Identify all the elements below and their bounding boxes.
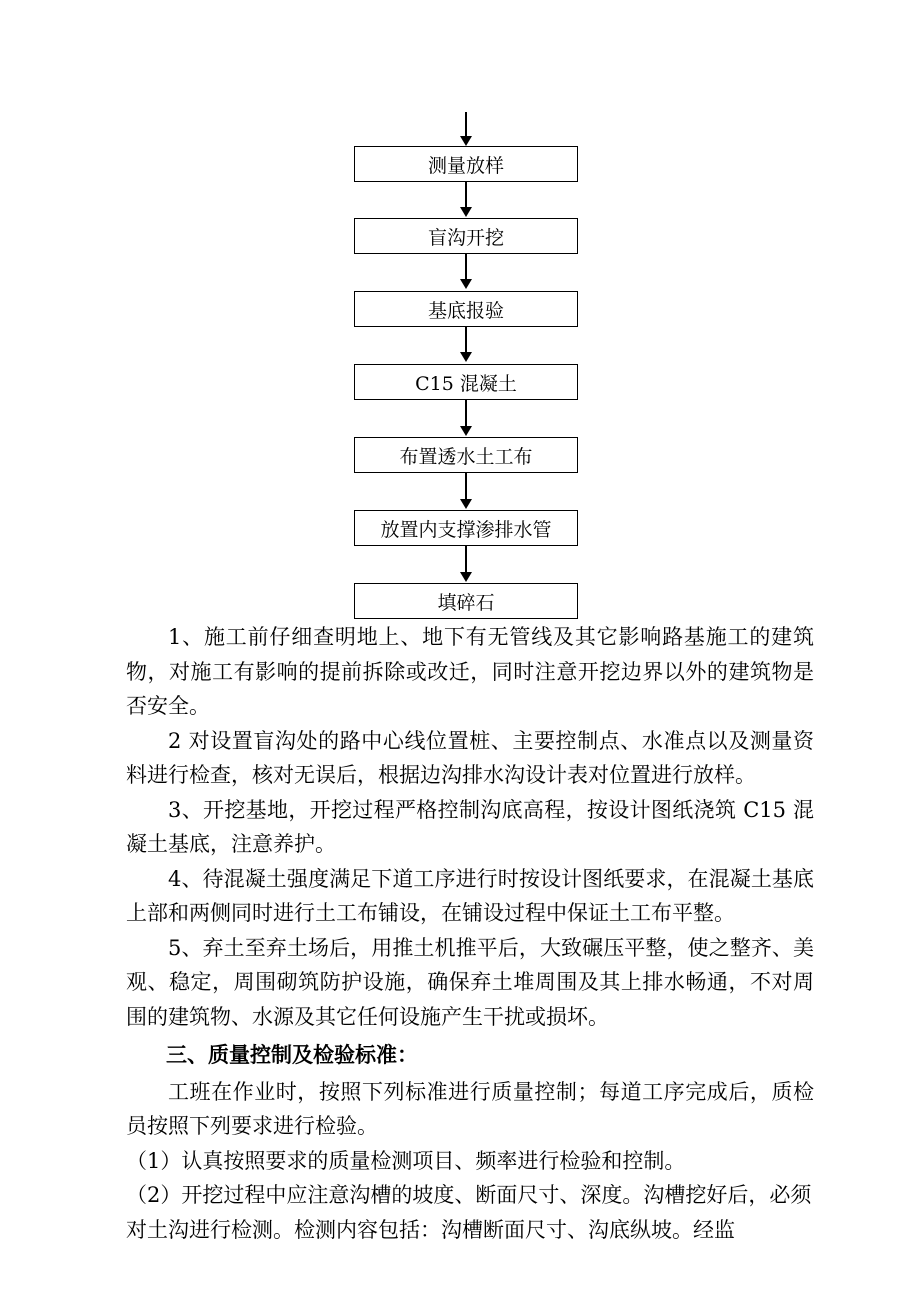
flow-arrow xyxy=(465,112,467,137)
flow-arrow xyxy=(465,182,467,207)
paragraph-1: 1、施工前仔细查明地上、地下有无管线及其它影响路基施工的建筑物，对施工有影响的提前拆除或改迁，同时注意开挖边界以外的建筑物是否安全。 xyxy=(126,625,814,718)
flow-arrow-head xyxy=(460,426,472,436)
flow-arrow-head xyxy=(460,572,472,582)
construction-flowchart xyxy=(0,0,920,630)
flow-step-base-inspection: 基底报验 xyxy=(354,291,578,327)
flow-arrow-head xyxy=(460,136,472,146)
flow-arrow xyxy=(465,473,467,499)
flow-arrow-head xyxy=(460,352,472,362)
flow-arrow xyxy=(465,327,467,352)
section-heading: 三、质量控制及检验标准： xyxy=(166,1043,418,1067)
list-item-2: （2）开挖过程中应注意沟槽的坡度、断面尺寸、深度。沟槽挖好后，必须对土沟进行检测。检测内容包括：沟槽断面尺寸、沟底纵坡。经监 xyxy=(126,1183,812,1242)
document-body xyxy=(126,620,814,1247)
flow-step-drain-pipe: 放置内支撑渗排水管 xyxy=(354,510,578,546)
paragraph-2: 2 对设置盲沟处的路中心线位置桩、主要控制点、水准点以及测量资料进行检查，核对无误后，根据边沟排水沟设计表对位置进行放样。 xyxy=(126,728,814,787)
flow-step-geotextile: 布置透水土工布 xyxy=(354,437,578,473)
flow-step-gravel-fill: 填碎石 xyxy=(354,583,578,619)
flow-arrow-head xyxy=(460,279,472,289)
flow-arrow-head xyxy=(460,207,472,217)
flow-step-c15-concrete: C15 混凝土 xyxy=(354,364,578,400)
paragraph-3: 3、开挖基地，开挖过程严格控制沟底高程，按设计图纸浇筑 C15 混凝土基底，注意养护。 xyxy=(126,797,814,856)
paragraph-6: 工班在作业时，按照下列标准进行质量控制；每道工序完成后，质检员按照下列要求进行检验。 xyxy=(126,1079,814,1138)
flow-step-survey: 测量放样 xyxy=(354,146,578,182)
list-item-1: （1）认真按照要求的质量检测项目、频率进行检验和控制。 xyxy=(126,1148,686,1173)
paragraph-4: 4、待混凝土强度满足下道工序进行时按设计图纸要求，在混凝土基底上部和两侧同时进行土工布铺设，在铺设过程中保证土工布平整。 xyxy=(126,866,814,925)
flow-arrow xyxy=(465,400,467,426)
flow-arrow xyxy=(465,546,467,572)
paragraph-5: 5、弃土至弃土场后，用推土机推平后，大致碾压平整，使之整齐、美观、稳定，周围砌筑防护设施，确保弃土堆周围及其上排水畅通，不对周围的建筑物、水源及其它任何设施产生干扰或损坏。 xyxy=(126,935,814,1029)
flow-step-trench-excavation: 盲沟开挖 xyxy=(354,218,578,254)
flow-arrow-head xyxy=(460,499,472,509)
flow-arrow xyxy=(465,254,467,279)
